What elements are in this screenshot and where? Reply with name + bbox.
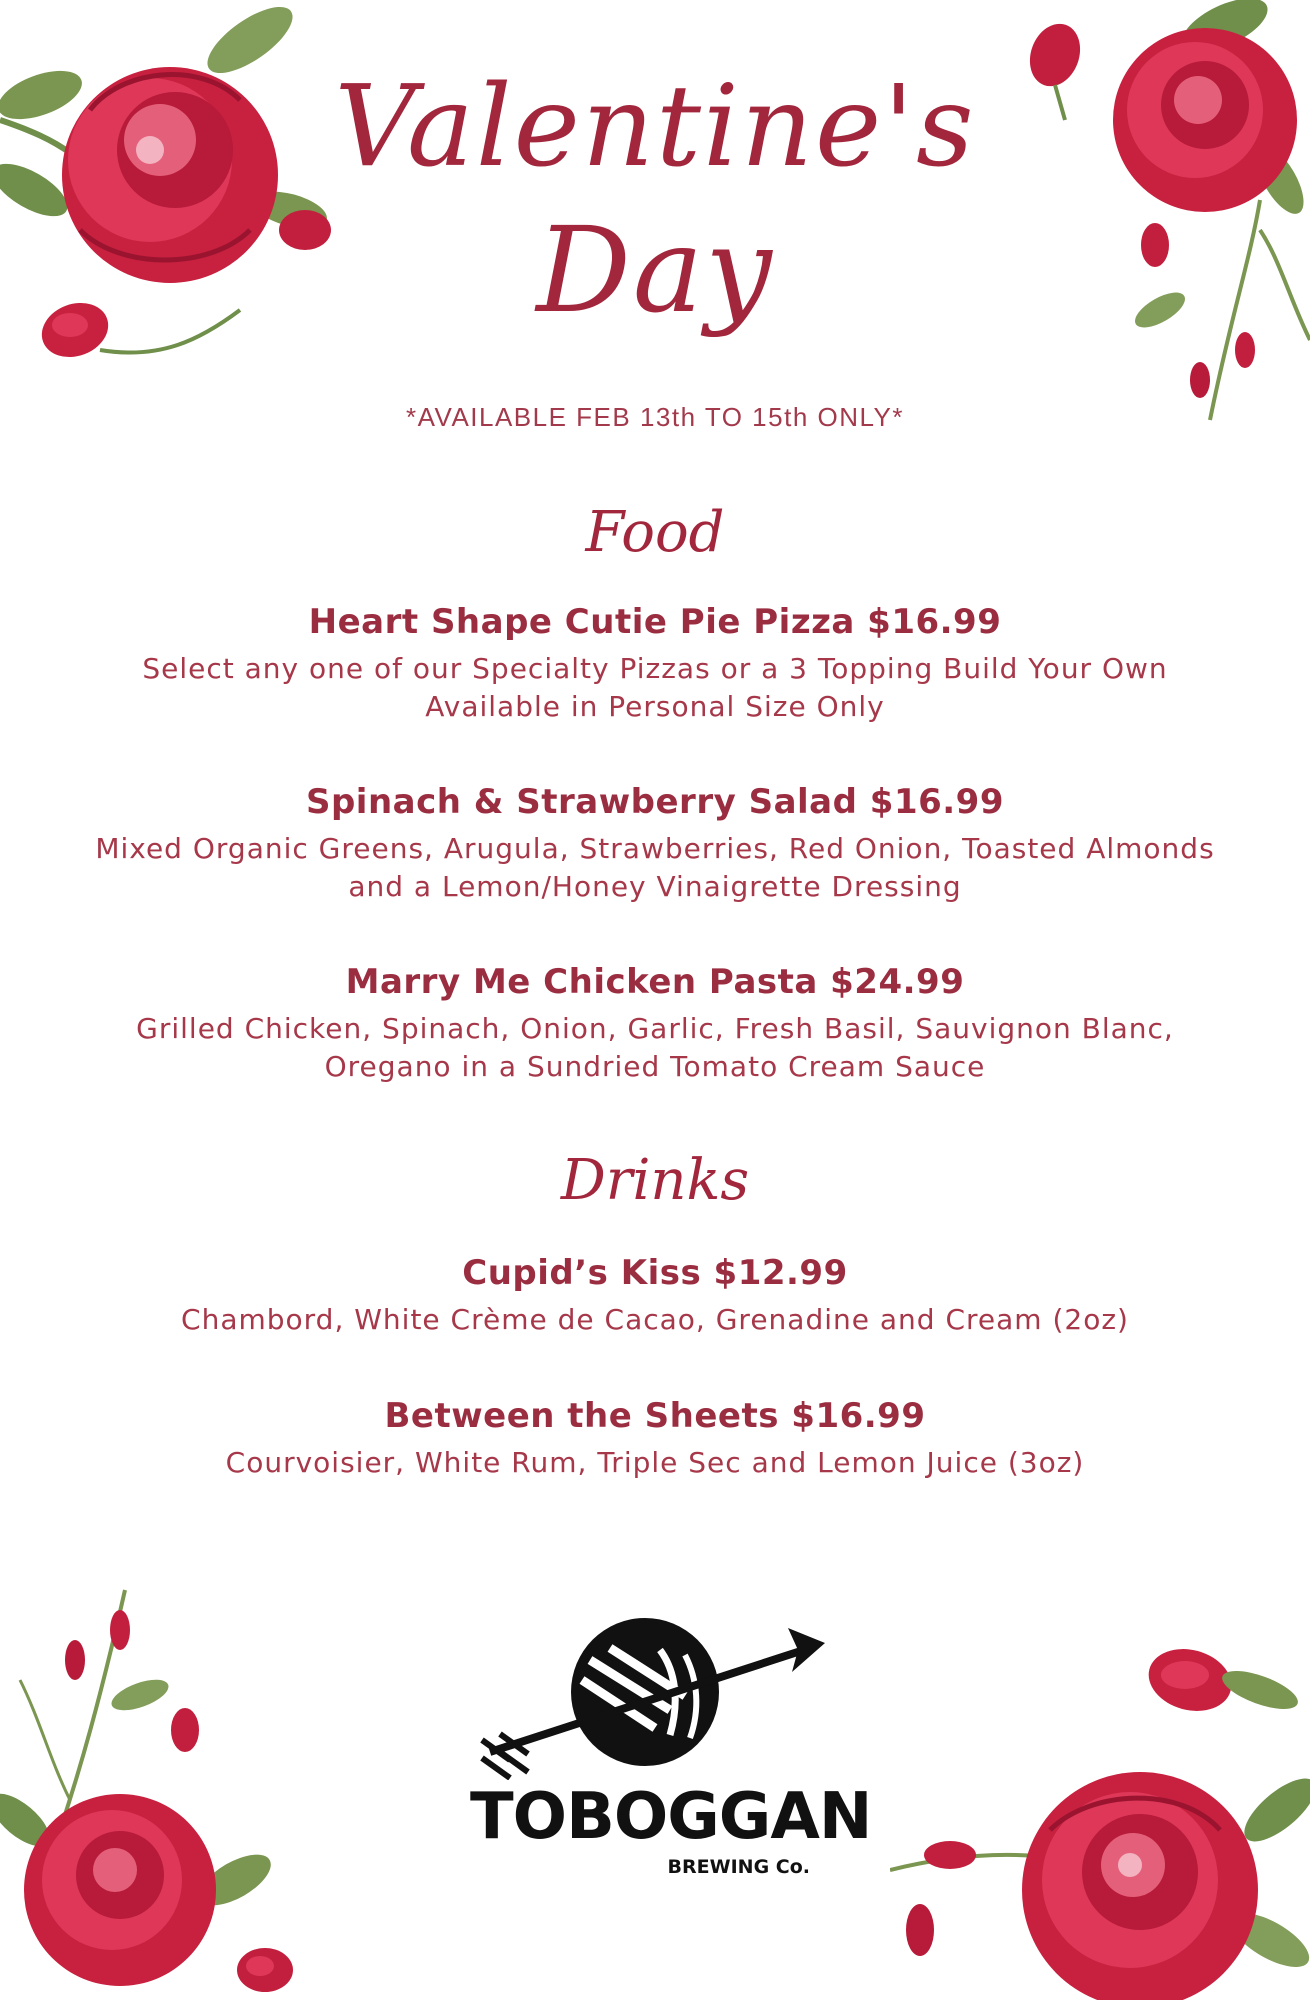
menu-item-description-line: Chambord, White Crème de Cacao, Grenadine and Cream (2oz) xyxy=(181,1303,1129,1336)
rose-decoration-bottom-left xyxy=(0,1580,320,2000)
menu-item-salad xyxy=(0,780,1310,906)
menu-item-description xyxy=(0,1301,1310,1339)
arrow-through-circle-logo-icon xyxy=(470,1610,850,1780)
menu-item-name: Spinach & Strawberry Salad $16.99 xyxy=(305,782,1004,822)
rose-decoration-bottom-right xyxy=(890,1640,1310,2000)
menu-item-name: Cupid’s Kiss $12.99 xyxy=(462,1253,848,1293)
menu-item-description-line: Grilled Chicken, Spinach, Onion, Garlic, Fresh Basil, Sauvignon Blanc, xyxy=(136,1012,1174,1045)
menu-item-description xyxy=(0,1444,1310,1482)
page-title-line1: Valentine's xyxy=(334,62,976,192)
menu-item-description xyxy=(0,650,1310,726)
logo-wordmark: TOBOGGAN xyxy=(470,1780,872,1854)
rose-icon xyxy=(0,1580,320,2000)
menu-item-description-line: Available in Personal Size Only xyxy=(425,690,885,723)
toboggan-logo xyxy=(470,1610,872,1900)
menu-item-description-line: Mixed Organic Greens, Arugula, Strawberries, Red Onion, Toasted Almonds xyxy=(95,832,1215,865)
menu-item-description xyxy=(0,1010,1310,1086)
logo-subtext: BREWING Co. xyxy=(667,1856,810,1878)
menu-item-description-line: and a Lemon/Honey Vinaigrette Dressing xyxy=(348,870,962,903)
rose-icon xyxy=(890,1640,1310,2000)
menu-item-between-the-sheets xyxy=(0,1394,1310,1482)
menu-item-pasta xyxy=(0,960,1310,1086)
drinks-section-title: Drinks xyxy=(560,1148,750,1213)
menu-item-description-line: Courvoisier, White Rum, Triple Sec and Lemon Juice (3oz) xyxy=(225,1446,1085,1479)
menu-item-description xyxy=(0,830,1310,906)
menu-item-pizza xyxy=(0,600,1310,726)
page-title-line2: Day xyxy=(536,201,774,339)
menu-item-cupids-kiss xyxy=(0,1251,1310,1339)
food-section-title: Food xyxy=(585,500,725,565)
menu-item-name: Between the Sheets $16.99 xyxy=(384,1396,926,1436)
availability-note: *AVAILABLE FEB 13th TO 15th ONLY* xyxy=(406,402,904,432)
menu-item-name: Marry Me Chicken Pasta $24.99 xyxy=(345,962,965,1002)
menu-item-description-line: Oregano in a Sundried Tomato Cream Sauce xyxy=(324,1050,986,1083)
menu-item-name: Heart Shape Cutie Pie Pizza $16.99 xyxy=(308,602,1002,642)
menu-item-description-line: Select any one of our Specialty Pizzas or a 3 Topping Build Your Own xyxy=(142,652,1168,685)
